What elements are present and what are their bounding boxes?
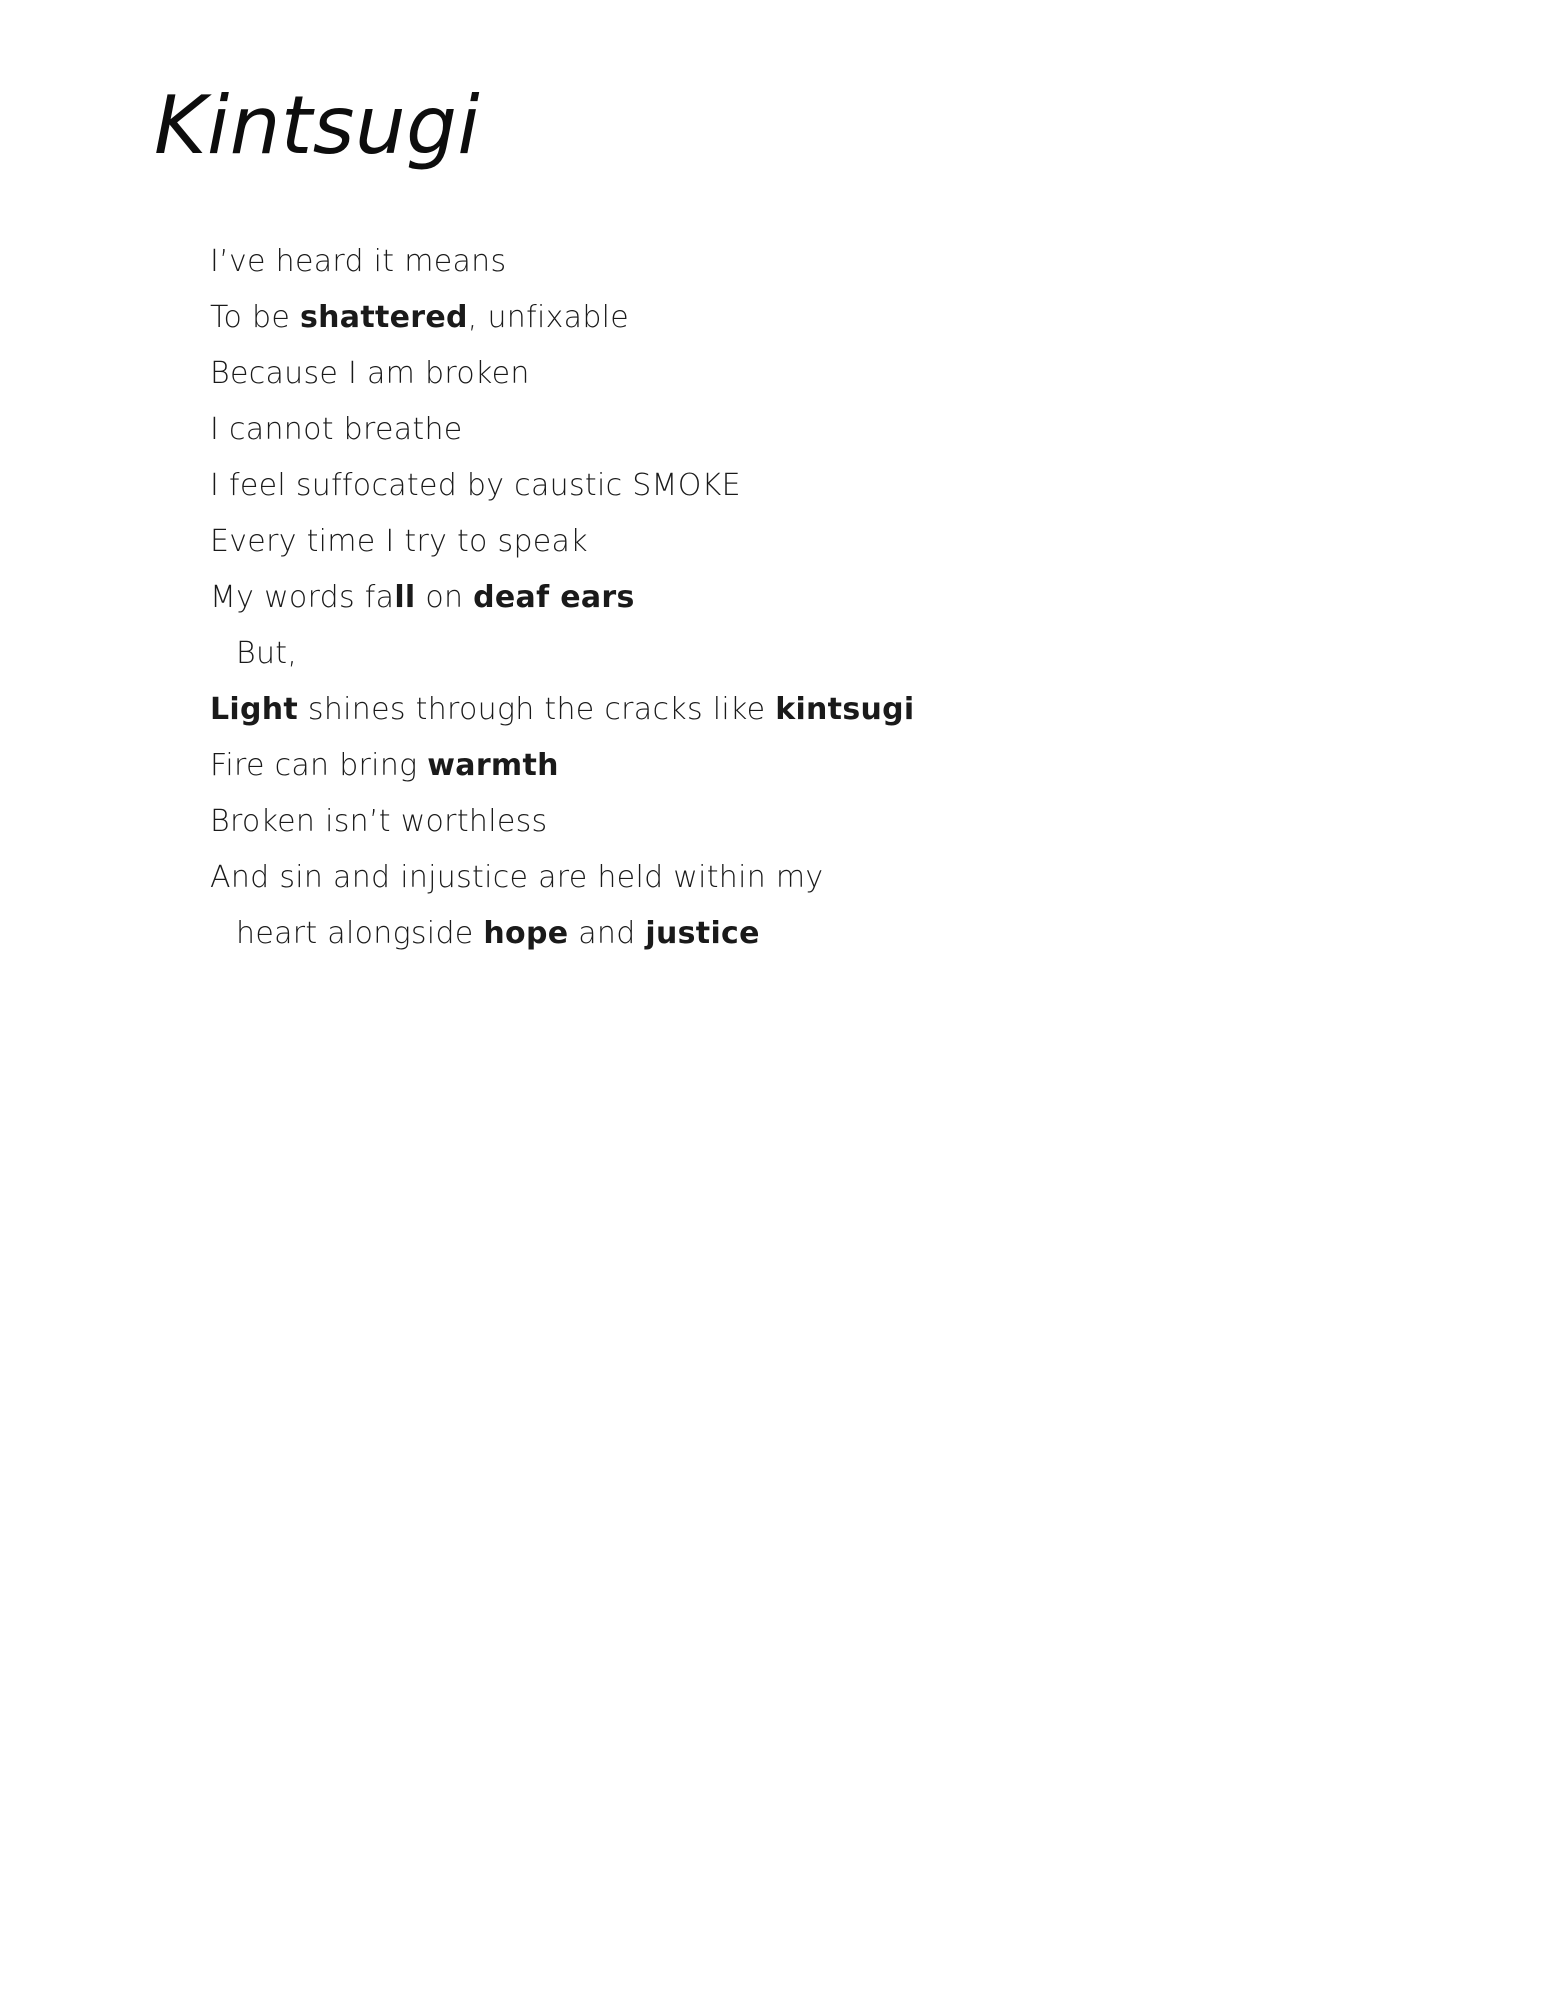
poem-line xyxy=(210,290,915,346)
poem-line xyxy=(210,850,915,906)
poem-line xyxy=(210,738,915,794)
poem-line xyxy=(210,346,915,402)
line-text: To be xyxy=(210,300,300,335)
emphasized-text: ll xyxy=(394,580,416,615)
poem-body xyxy=(210,234,915,962)
line-text: , unfixable xyxy=(467,300,630,335)
poem-line xyxy=(210,626,915,682)
poem-line xyxy=(210,906,915,962)
poem-title: Kintsugi xyxy=(154,79,481,172)
line-text: shines through the cracks like xyxy=(298,692,776,727)
line-text: and xyxy=(568,916,646,951)
emphasized-text: justice xyxy=(645,916,760,951)
line-text: Every time I try to speak xyxy=(210,524,588,559)
line-text: heart alongside xyxy=(236,916,484,951)
line-text: My words fa xyxy=(210,580,395,615)
line-text: I’ve heard it means xyxy=(210,244,507,279)
line-text: I feel suffocated by caustic SMOKE xyxy=(210,468,741,503)
poem-line xyxy=(210,234,915,290)
poem-line xyxy=(210,570,915,626)
emphasized-text: hope xyxy=(483,916,569,951)
emphasized-text: Light xyxy=(210,692,299,727)
line-text: on xyxy=(415,580,474,615)
line-text: But, xyxy=(236,636,298,671)
poem-line xyxy=(210,682,915,738)
emphasized-text: kintsugi xyxy=(775,692,915,727)
line-text: Because I am broken xyxy=(210,356,530,391)
line-text: I cannot breathe xyxy=(210,412,463,447)
line-text: Fire can bring xyxy=(210,748,428,783)
line-text: Broken isn’t worthless xyxy=(210,804,548,839)
poem-line xyxy=(210,794,915,850)
poem-line xyxy=(210,402,915,458)
poem-line xyxy=(210,458,915,514)
emphasized-text: warmth xyxy=(427,748,559,783)
poem-line xyxy=(210,514,915,570)
emphasized-text: deaf ears xyxy=(473,580,635,615)
line-text: And sin and injustice are held within my xyxy=(210,860,824,895)
emphasized-text: shattered xyxy=(299,300,468,335)
